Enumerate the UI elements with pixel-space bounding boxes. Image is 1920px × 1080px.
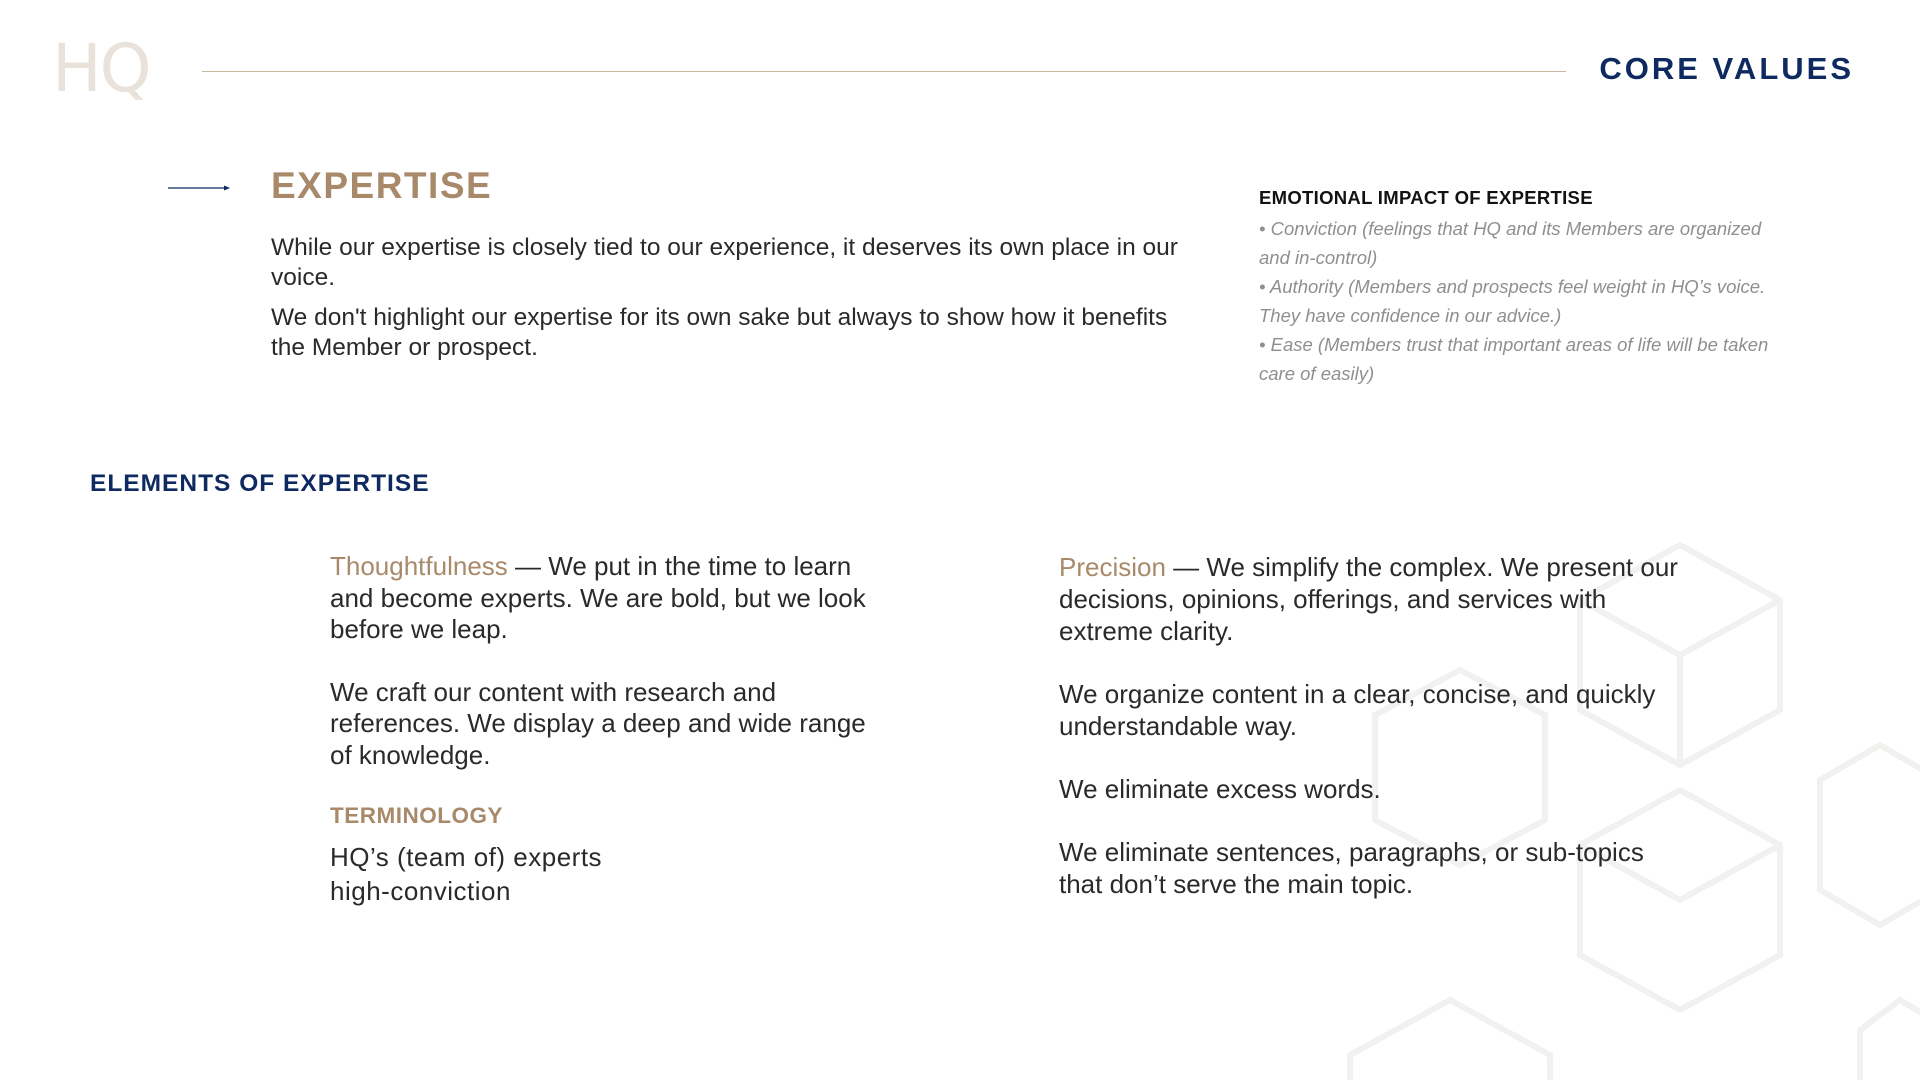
terminology-item: HQ’s (team of) experts — [330, 841, 603, 872]
precision-column — [1059, 551, 1679, 900]
terminology-item: high-conviction — [330, 875, 511, 906]
intro-paragraph: While our expertise is closely tied to our experience, it deserves its own place in our voice. — [271, 234, 1178, 291]
impact-item: • Conviction (feelings that HQ and its Members are organized and in-control) — [1259, 218, 1762, 268]
emotional-impact-box — [1259, 186, 1779, 388]
precision-term: Precision — [1059, 552, 1166, 582]
thoughtfulness-term: Thoughtfulness — [330, 551, 508, 581]
section-label: CORE VALUES — [1599, 51, 1854, 86]
precision-lead: — We simplify the complex. We present our decisions, opinions, offerings, and services with extreme clarity. — [1059, 552, 1678, 646]
emotional-impact-heading: EMOTIONAL IMPACT OF EXPERTISE — [1259, 187, 1593, 208]
arrow-icon — [168, 182, 230, 194]
header-divider — [202, 71, 1566, 72]
precision-paragraph-3: We eliminate excess words. — [1059, 774, 1381, 804]
thoughtfulness-paragraph — [330, 551, 890, 646]
precision-paragraph — [1059, 551, 1679, 647]
precision-paragraph-2: We organize content in a clear, concise, and quickly understandable way. — [1059, 679, 1656, 741]
impact-item: • Ease (Members trust that important areas of life will be taken care of easily) — [1259, 334, 1769, 384]
precision-paragraph-4: We eliminate sentences, paragraphs, or sub-topics that don’t serve the main topic. — [1059, 837, 1644, 899]
expertise-intro — [271, 233, 1191, 373]
terminology-heading: TERMINOLOGY — [330, 803, 503, 828]
thoughtfulness-lead: — We put in the time to learn and become experts. We are bold, but we look before we leap. — [330, 551, 866, 644]
hq-logo: HQ — [52, 30, 150, 107]
elements-heading: ELEMENTS OF EXPERTISE — [90, 470, 430, 497]
intro-paragraph: We don't highlight our expertise for its own sake but always to show how it benefits the Member or prospect. — [271, 304, 1168, 361]
expertise-title: EXPERTISE — [271, 165, 493, 206]
impact-item: • Authority (Members and prospects feel weight in HQ’s voice. They have confidence in our advice.) — [1259, 276, 1766, 326]
thoughtfulness-column — [330, 551, 890, 908]
thoughtfulness-paragraph-2: We craft our content with research and references. We display a deep and wide range of knowledge. — [330, 676, 866, 770]
